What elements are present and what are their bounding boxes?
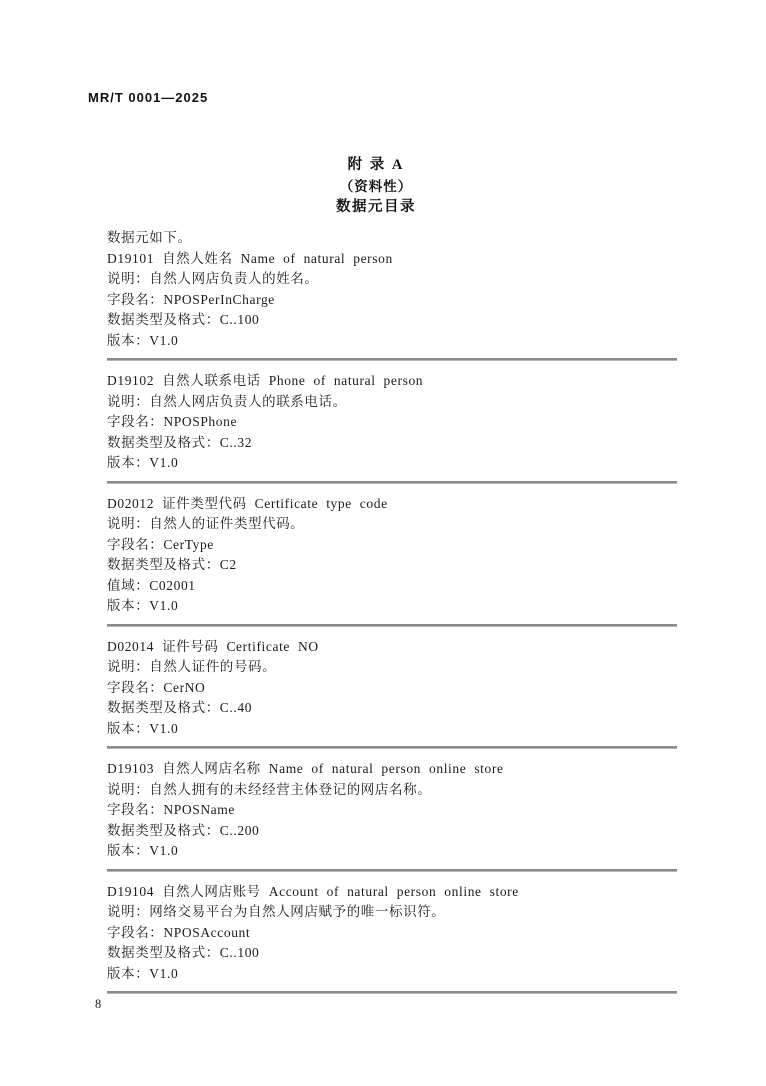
entry-line: 版本：V1.0 — [107, 720, 179, 736]
data-element-entry — [107, 371, 677, 474]
entry-line: 字段名：CerType — [107, 536, 214, 552]
entry-title: D02014 证件号码 Certificate NO — [107, 638, 319, 654]
entry-line: 说明：自然人网店负责人的姓名。 — [107, 271, 319, 286]
entry-line: 说明：网络交易平台为自然人网店赋予的唯一标识符。 — [107, 904, 446, 919]
entry-line: 版本：V1.0 — [107, 332, 179, 348]
standard-number: MR/T 0001—2025 — [88, 90, 209, 105]
entry-line: 字段名：NPOSName — [107, 802, 235, 817]
appendix-title: 附 录 A — [347, 157, 405, 173]
appendix-subtitle: （资料性） — [339, 179, 413, 194]
entry-line: 数据类型及格式：C..200 — [107, 822, 260, 838]
data-element-entry — [107, 759, 677, 862]
entry-line: 数据类型及格式：C..100 — [107, 945, 260, 960]
appendix-title-block — [0, 155, 752, 218]
entry-line: 版本：V1.0 — [107, 598, 179, 613]
entry-line: 字段名：NPOSPerInCharge — [107, 291, 275, 307]
data-element-entry — [107, 637, 677, 740]
entry-line: 版本：V1.0 — [107, 843, 179, 858]
content-area — [107, 228, 677, 1004]
entry-line: 说明：自然人的证件类型代码。 — [107, 516, 305, 531]
entry-title: D19102 自然人联系电话 Phone of natural person — [107, 373, 424, 388]
data-element-list — [107, 249, 677, 995]
page-number: 8 — [95, 997, 102, 1011]
data-element-entry — [107, 249, 677, 352]
separator-rule — [107, 991, 677, 994]
entry-line: 数据类型及格式：C..100 — [107, 312, 260, 327]
separator-rule — [107, 624, 677, 627]
entry-title: D02012 证件类型代码 Certificate type code — [107, 495, 388, 511]
entry-title: D19104 自然人网店账号 Account of natural person online store — [107, 883, 519, 899]
separator-rule — [107, 481, 677, 484]
data-element-entry — [107, 882, 677, 985]
entry-line: 说明：自然人网店负责人的联系电话。 — [107, 393, 347, 409]
data-element-entry — [107, 494, 677, 617]
entry-line: 数据类型及格式：C2 — [107, 557, 237, 572]
entry-title: D19103 自然人网店名称 Name of natural person online store — [107, 761, 504, 776]
entry-line: 说明：自然人证件的号码。 — [107, 659, 277, 674]
entry-title: D19101 自然人姓名 Name of natural person — [107, 250, 393, 266]
entry-line: 字段名：CerNO — [107, 679, 206, 695]
separator-rule — [107, 746, 677, 749]
entry-line: 说明：自然人拥有的未经经营主体登记的网店名称。 — [107, 781, 432, 797]
separator-rule — [107, 358, 677, 361]
separator-rule — [107, 869, 677, 872]
entry-line: 数据类型及格式：C..40 — [107, 700, 253, 715]
appendix-heading: 数据元目录 — [336, 199, 416, 215]
entry-line: 字段名：NPOSAccount — [107, 924, 251, 940]
entry-line: 字段名：NPOSPhone — [107, 414, 238, 429]
entry-line: 值域：C02001 — [107, 577, 196, 593]
intro-text: 数据元如下。 — [107, 230, 192, 245]
entry-line: 数据类型及格式：C..32 — [107, 434, 253, 450]
entry-line: 版本：V1.0 — [107, 965, 179, 981]
entry-line: 版本：V1.0 — [107, 455, 179, 470]
